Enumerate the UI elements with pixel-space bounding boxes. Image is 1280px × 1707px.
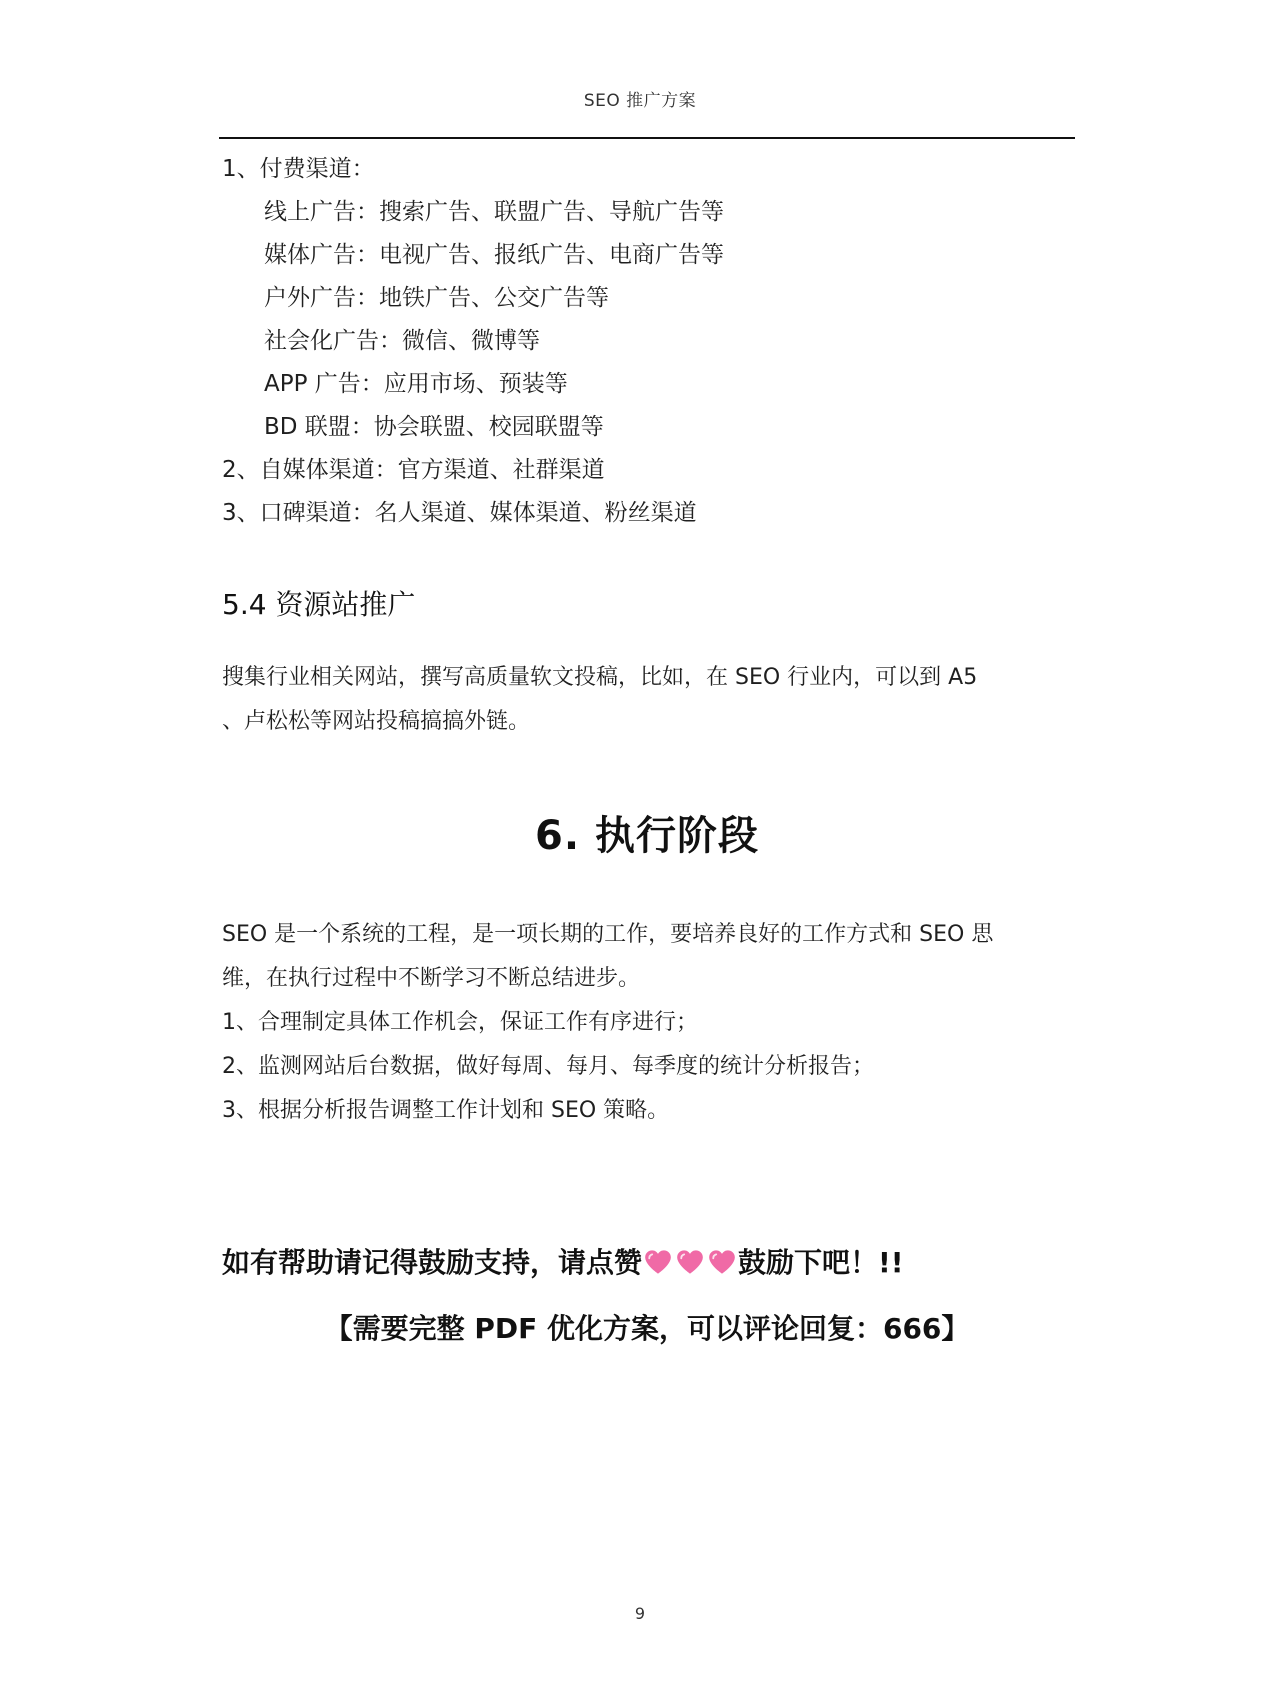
paid-channel-item: 社会化广告：微信、微博等: [264, 328, 540, 354]
execution-list-item: 1、合理制定具体工作机会，保证工作有序进行；: [222, 1010, 698, 1035]
pink-heart-icon: [708, 1249, 736, 1275]
page-number: 9: [634, 1604, 646, 1623]
paragraph-line: 、卢松松等网站投稿搞搞外链。: [222, 709, 531, 734]
section-heading-5-4: 5.4 资源站推广: [222, 588, 416, 621]
cta-text-before: 如有帮助请记得鼓励支持，请点赞: [222, 1246, 643, 1279]
paid-channels-title: 1、付费渠道：: [222, 156, 375, 182]
chapter-6-paragraph: [222, 913, 1072, 1133]
pink-heart-icon: [644, 1249, 672, 1275]
pink-heart-icon: [676, 1249, 704, 1275]
paragraph-line: 搜集行业相关网站，撰写高质量软文投稿，比如，在 SEO 行业内，可以到 A5: [222, 665, 978, 690]
page-content: [222, 148, 1072, 1354]
chapter-heading-6: 6. 执行阶段: [535, 813, 759, 859]
paid-channel-item: 线上广告：搜索广告、联盟广告、导航广告等: [264, 199, 724, 225]
paid-channel-item: 户外广告：地铁广告、公交广告等: [264, 285, 609, 311]
paid-channel-item: BD 联盟：协会联盟、校园联盟等: [264, 414, 604, 440]
cta-text-after: 鼓励下吧！!!: [738, 1246, 904, 1279]
paid-channel-item: 媒体广告：电视广告、报纸广告、电商广告等: [264, 242, 724, 268]
page-header-title: SEO 推广方案: [583, 91, 697, 111]
paid-channel-item: APP 广告：应用市场、预装等: [264, 371, 568, 397]
paragraph-line: 维，在执行过程中不断学习不断总结进步。: [222, 966, 641, 991]
section-5-4-paragraph: [222, 656, 1072, 744]
channel-list-item: 2、自媒体渠道：官方渠道、社群渠道: [222, 457, 605, 483]
like-encouragement-line: [222, 1238, 1072, 1288]
execution-list-item: 3、根据分析报告调整工作计划和 SEO 策略。: [222, 1098, 670, 1123]
channel-list-item: 3、口碑渠道：名人渠道、媒体渠道、粉丝渠道: [222, 500, 697, 526]
paragraph-line: SEO 是一个系统的工程，是一项长期的工作，要培养良好的工作方式和 SEO 思: [222, 922, 994, 947]
header-divider: [219, 137, 1075, 139]
execution-list-item: 2、监测网站后台数据，做好每周、每月、每季度的统计分析报告；: [222, 1054, 874, 1079]
pdf-request-line: 【需要完整 PDF 优化方案，可以评论回复：666】: [324, 1312, 970, 1345]
